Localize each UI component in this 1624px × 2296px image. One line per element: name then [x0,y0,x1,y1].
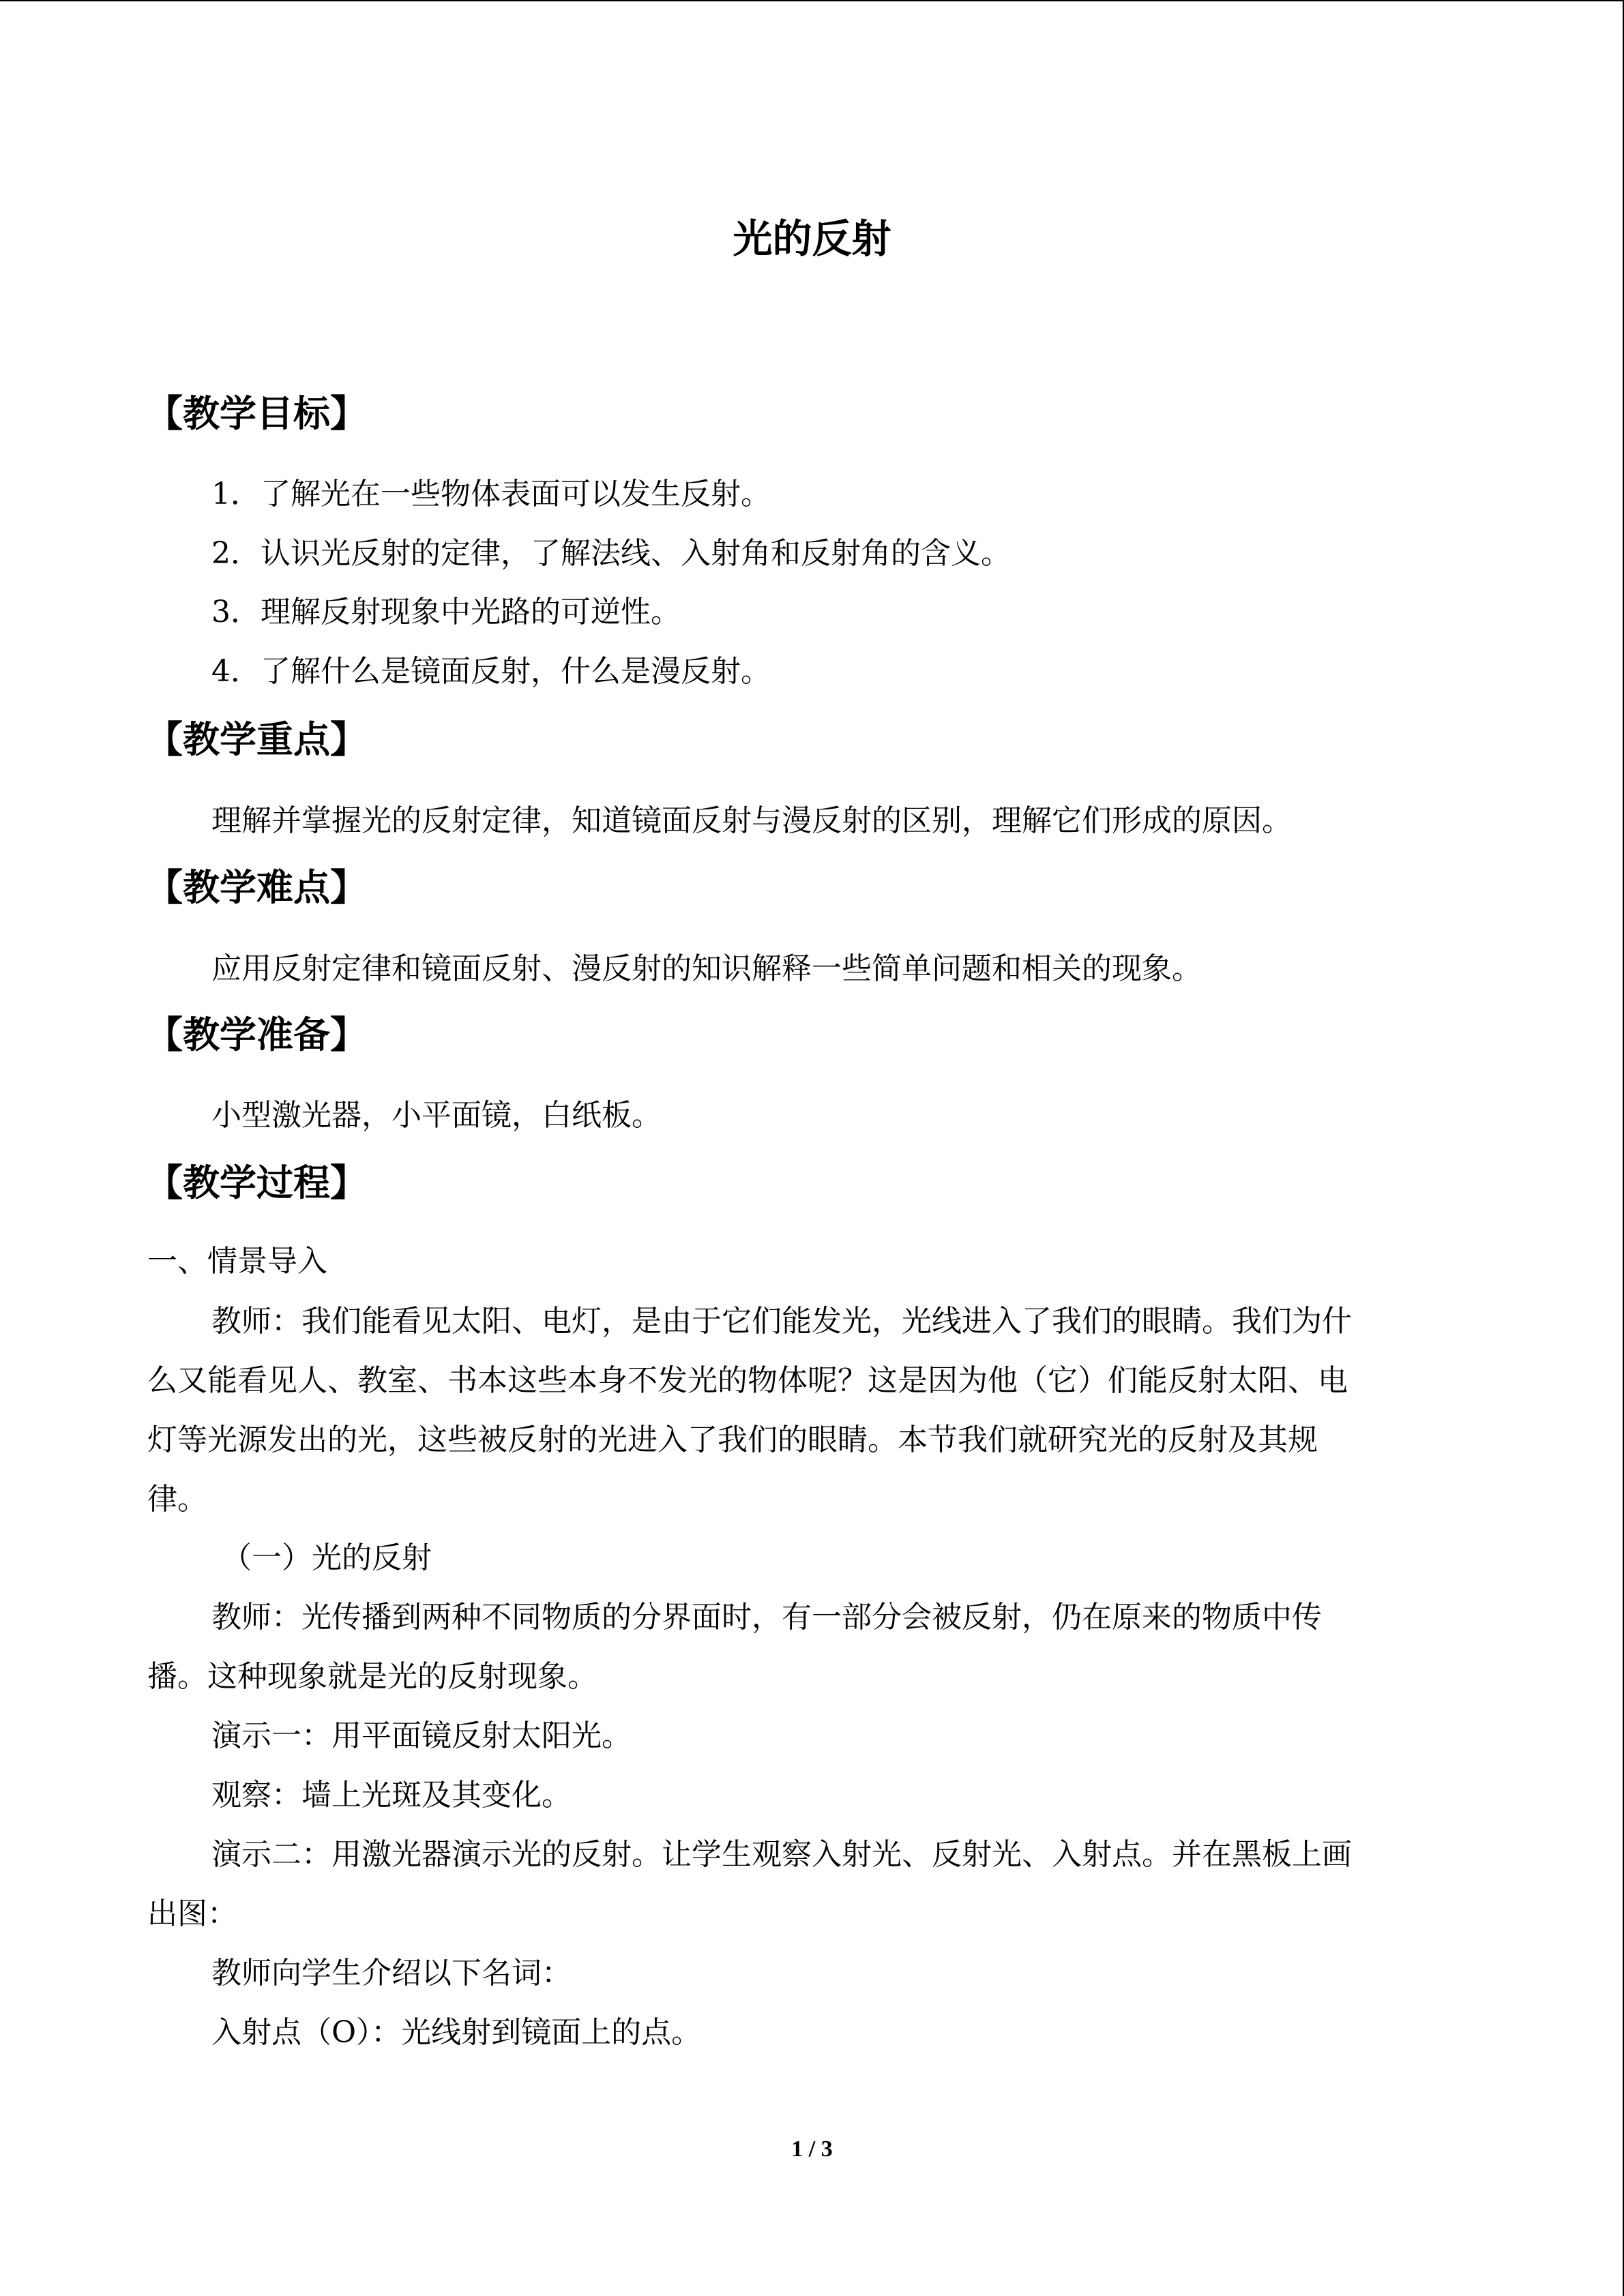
section-heading-key-points: 【教学重点】 [146,718,367,761]
demo2-line-1: 演示二：用激光器演示光的反射。让学生观察入射光、反射光、入射点。并在黑板上画 [211,1837,1352,1872]
section-heading-process: 【教学过程】 [146,1161,367,1204]
intro-line-2: 么又能看见人、教室、书本这些本身不发光的物体呢？这是因为他（它）们能反射太阳、电 [147,1363,1348,1398]
observe-text: 观察：墙上光斑及其变化。 [211,1778,572,1813]
teacher-line-1: 教师：光传播到两种不同物质的分界面时，有一部分会被反射，仍在原来的物质中传 [211,1600,1322,1635]
page-number: 1 / 3 [791,2136,833,2162]
preparation-text: 小型激光器，小平面镜，白纸板。 [211,1098,662,1133]
section-heading-difficulties: 【教学难点】 [146,866,367,909]
demo2-line-2: 出图： [147,1896,237,1931]
section-heading-preparation: 【教学准备】 [146,1013,367,1056]
subsection-title: （一）光的反射 [222,1540,432,1575]
objective-item-4: 4．了解什么是镜面反射，什么是漫反射。 [211,654,771,689]
intro-line-4: 律。 [147,1482,207,1517]
part1-title: 一、情景导入 [147,1244,327,1279]
teacher-line-2: 播。这种现象就是光的反射现象。 [147,1659,597,1694]
intro-line-3: 灯等光源发出的光，这些被反射的光进入了我们的眼睛。本节我们就研究光的反射及其规 [147,1422,1318,1457]
demo1-text: 演示一：用平面镜反射太阳光。 [211,1718,632,1753]
document-title: 光的反射 [733,215,891,262]
objective-item-1: 1．了解光在一些物体表面可以发生反射。 [211,477,771,511]
intro-line-1: 教师：我们能看见太阳、电灯，是由于它们能发光，光线进入了我们的眼睛。我们为什 [211,1304,1352,1339]
objective-item-3: 3．理解反射现象中光路的可逆性。 [211,595,681,629]
difficulties-text: 应用反射定律和镜面反射、漫反射的知识解释一些简单问题和相关的现象。 [211,951,1202,986]
key-points-text: 理解并掌握光的反射定律，知道镜面反射与漫反射的区别，理解它们形成的原因。 [211,803,1292,838]
section-heading-objectives: 【教学目标】 [146,392,367,435]
objective-item-2: 2．认识光反射的定律，了解法线、入射角和反射角的含义。 [211,536,1011,571]
term-incident-point: 入射点（O）：光线射到镜面上的点。 [211,2015,702,2050]
terms-intro: 教师向学生介绍以下名词： [211,1956,572,1991]
